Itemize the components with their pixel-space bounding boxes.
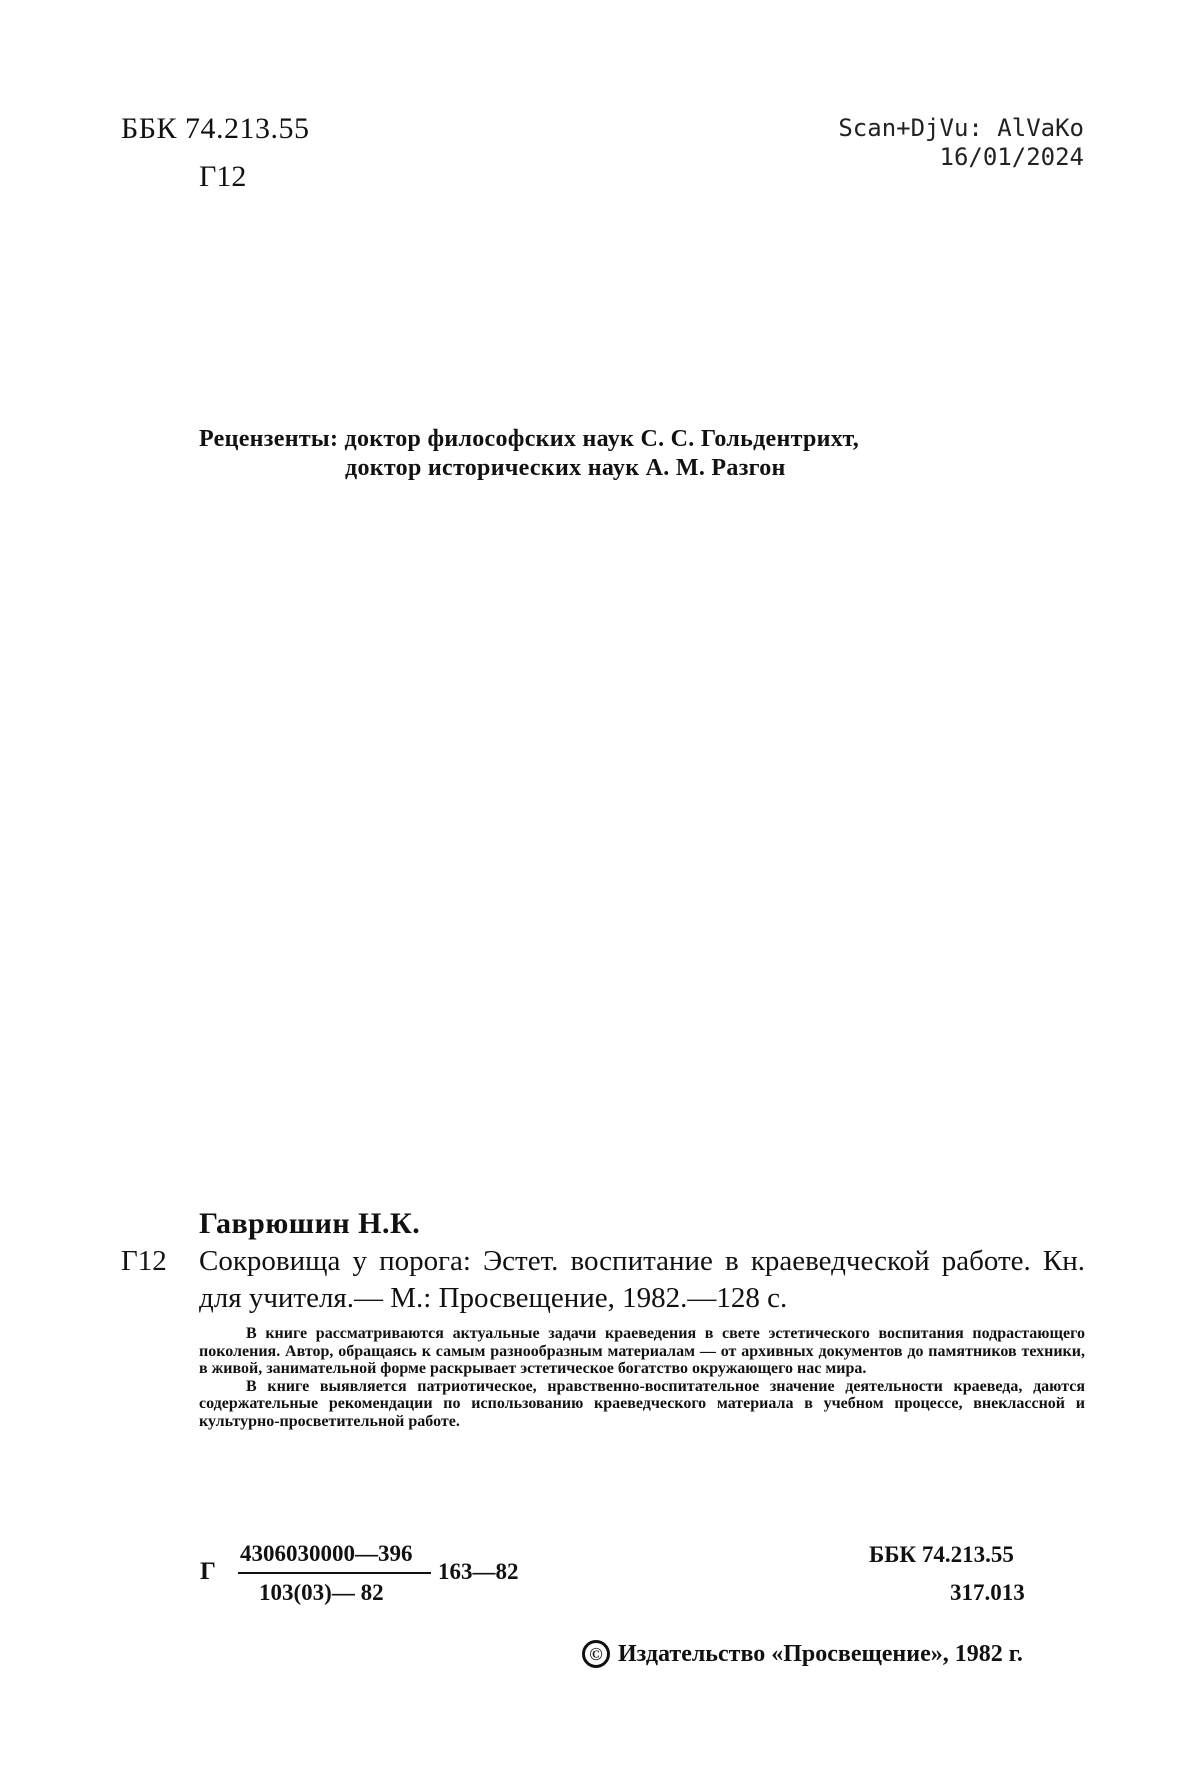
reviewers-line-1: Рецензенты: доктор философских наук С. С. Гольдентрихт, [199, 426, 860, 452]
annotation-paragraph-2: В книге выявляется патриотическое, нравственно-воспитательное значение деятельности краеведа, даются содержательные рекомендации по использованию краеведческого материала в учебном процессе, внеклассной и культурно-просветительной работе. [199, 1377, 1085, 1430]
scan-credit-line: Scan+DjVu: AlVaKo [838, 114, 1084, 142]
bbk-classification-bottom: ББК 74.213.55 [869, 1542, 1014, 1567]
author-name: Гаврюшин Н.К. [199, 1207, 421, 1240]
reviewers-line-2: доктор исторических наук А. М. Разгон [345, 455, 786, 481]
catalog-numerator: 4306030000—396 [240, 1541, 413, 1566]
copyright-line [582, 1640, 1023, 1668]
catalog-letter: Г [200, 1558, 216, 1585]
reviewers-block [199, 425, 859, 483]
annotation [199, 1325, 1085, 1430]
bbk-classification: ББК 74.213.55 [121, 112, 310, 145]
annotation-paragraph-1: В книге рассматриваются актуальные задачи краеведения в свете эстетического воспитания подрастающего поколения. Автор, обращаясь к самым разнообразным материалам — от архивных документов до памятников техники, в живой, занимательной форме раскрывает эстетическое богатство окружающего нас мира. [199, 1325, 1085, 1377]
catalog-suffix: 163—82 [438, 1559, 519, 1584]
fraction-line [238, 1572, 431, 1574]
copyright-icon: © [582, 1640, 610, 1668]
index-code: Г12 [121, 1245, 167, 1277]
scan-date: 16/01/2024 [939, 143, 1084, 171]
bbk-code-bottom: 317.013 [950, 1580, 1025, 1605]
scan-credit [838, 114, 1084, 172]
catalog-denominator: 103(03)— 82 [259, 1580, 384, 1605]
book-title: Сокровища у порога: Эстет. воспитание в краеведческой работе. Кн. для учителя.— М.: Просвещение, 1982.—128 с. [199, 1245, 1085, 1314]
author-mark: Г12 [199, 160, 247, 193]
copyright-text: Издательство «Просвещение», 1982 г. [618, 1640, 1023, 1667]
